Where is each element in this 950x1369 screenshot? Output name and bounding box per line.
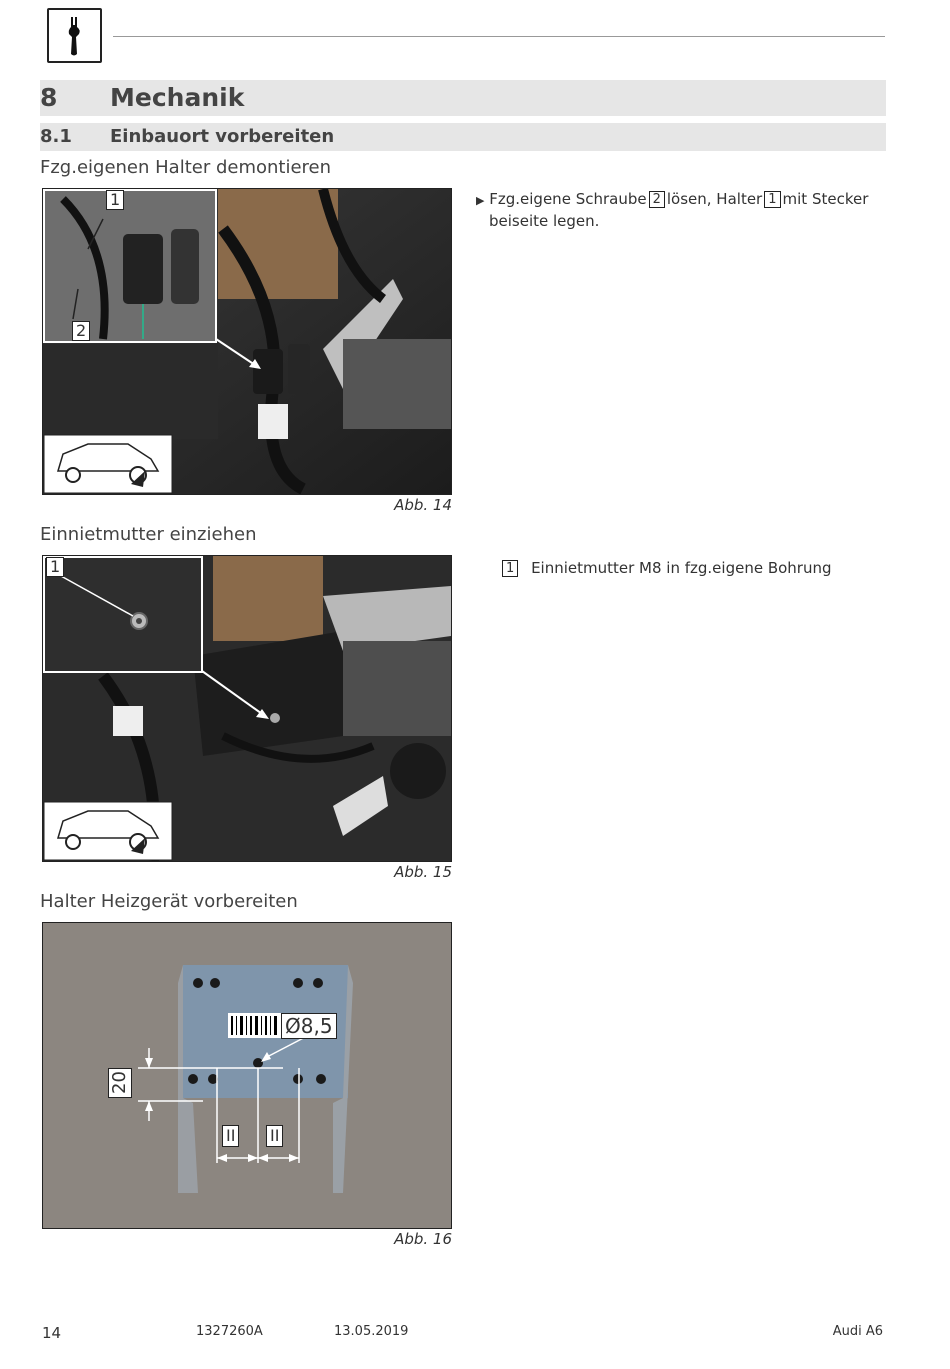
reference-box: 1 — [502, 560, 518, 577]
equal-spacing-label: II — [266, 1125, 283, 1147]
instruction-part: mit Stecker — [782, 190, 869, 208]
bullet-arrow: ▶ — [476, 194, 485, 207]
instruction-part: lösen, Halter — [666, 190, 763, 208]
figure-caption: Abb. 15 — [394, 863, 452, 881]
figure-photo — [42, 922, 452, 1229]
height-label: 20 — [108, 1068, 132, 1098]
legend-description: Einnietmutter M8 in fzg.eigene Bohrung — [531, 559, 832, 577]
subsection-number: 8.1 — [40, 126, 72, 147]
subsection-title: Einbauort vorbereiten — [110, 126, 335, 147]
page-number: 14 — [42, 1324, 62, 1342]
step-heading: Einnietmutter einziehen — [40, 524, 257, 545]
figure-photo — [42, 555, 452, 862]
instruction-part: beiseite legen. — [489, 212, 600, 230]
wrench-icon — [47, 8, 102, 63]
figure-photo — [42, 188, 452, 495]
figure-caption: Abb. 14 — [394, 496, 452, 514]
legend-text — [500, 558, 880, 578]
vehicle-model: Audi A6 — [832, 1324, 883, 1339]
instruction-text — [476, 189, 876, 231]
section-number: 8 — [40, 83, 58, 112]
section-title: Mechanik — [110, 83, 245, 112]
header-rule — [113, 36, 885, 37]
document-number: 1327260A — [196, 1324, 263, 1339]
equal-spacing-label: II — [222, 1125, 239, 1147]
callout-label: 2 — [72, 321, 90, 341]
diameter-label: Ø8,5 — [281, 1013, 337, 1039]
document-date: 13.05.2019 — [334, 1324, 409, 1339]
callout-label: 1 — [106, 190, 124, 210]
reference-box: 2 — [649, 191, 665, 208]
reference-box: 1 — [764, 191, 780, 208]
instruction-part: Fzg.eigene Schraube — [489, 190, 647, 208]
callout-label: 1 — [46, 557, 64, 577]
step-heading: Fzg.eigenen Halter demontieren — [40, 157, 332, 178]
step-heading: Halter Heizgerät vorbereiten — [40, 891, 298, 912]
figure-caption: Abb. 16 — [394, 1230, 452, 1248]
